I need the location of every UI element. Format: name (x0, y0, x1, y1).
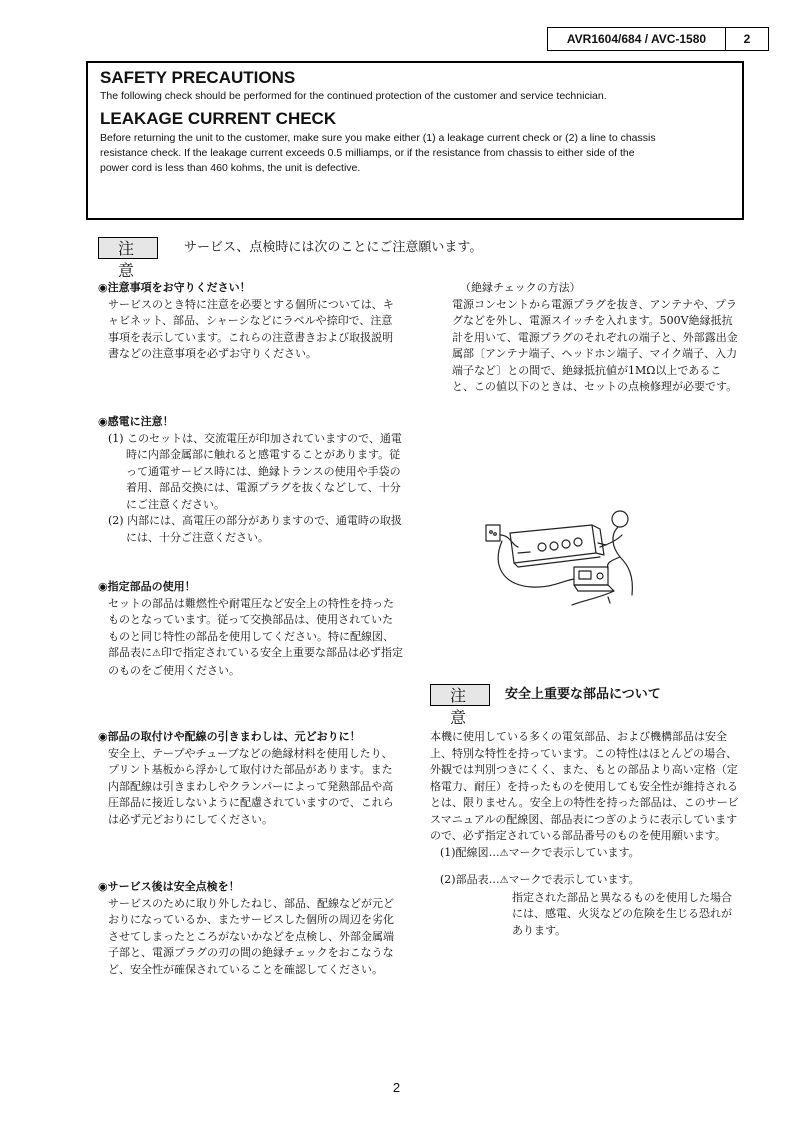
section-body: 電源コンセントから電源プラグを抜き、アンテナや、プラグなどを外し、電源スイッチを入れます。500V絶縁抵抗計を用いて、電源プラグのそれぞれの端子と、外部露出金属部〔アンテナ端子、ヘッドホン端子、マイク端子、入力端子など〕との間で、絶縁抵抗値が1MΩ以上であること、この値以下のときは、セットの点検修理が必要です。 (452, 297, 738, 393)
warning-triangle-icon: ⚠ (499, 847, 509, 859)
caution-heading: 安全上重要な部品について (505, 687, 661, 702)
section-electric-shock (98, 414, 403, 546)
section-heading: （絶縁チェックの方法） (460, 281, 581, 294)
section-critical-parts (430, 729, 742, 939)
caution-label: 注 意 (430, 684, 490, 706)
section-heading: ◉感電に注意！ (98, 415, 174, 428)
section-body: サービスのとき特に注意を必要とする個所については、キャビネット、部品、シャーシなどにラベルや捺印で、注意事項を表示しています。これらの注意書きおよび取扱説明書などの注意事項を必ずお守りください。 (108, 297, 394, 360)
warning-triangle-icon: ⚠ (499, 875, 509, 886)
technician-illustration (482, 505, 642, 610)
section-heading: ◉サービス後は安全点検を！ (98, 880, 240, 893)
list-item: (1)配線図…⚠マークで表示しています。 (440, 845, 640, 859)
section-body: セットの部品は難燃性や耐電圧など安全上の特性を持ったものとなっています。従って交換部品は、使用されていたものと同じ特性の部品を使用してください。特に配線図、部品表に⚠印で指定されている安全上重要な部品は必ず指定のものをご使用ください。 (108, 596, 403, 677)
list-item: (1) このセットは、交流電圧が印加されていますので、通電時に内部金属部に触れると感電することがあります。従って通電サービス時には、絶縁トランスの使用や手袋の着用、部品交換には、電源プラグを抜くなどして、十分にご注意ください。 (108, 431, 402, 511)
page-number: 2 (392, 1080, 401, 1095)
caution-heading: サービス、点検時には次のことにご注意願います。 (184, 240, 483, 255)
leakage-line: resistance check. If the leakage current exceeds 0.5 milliamps, or if the resistance from chassis to either side of the (100, 147, 635, 159)
section-insulation-check (452, 280, 742, 396)
section-heading: ◉部品の取付けや配線の引きまわしは、元どおりに！ (98, 730, 361, 743)
list-item: (2)部品表…⚠マークで表示しています。 (440, 873, 640, 886)
safety-title: SAFETY PRECAUTIONS (100, 68, 296, 87)
leakage-title: LEAKAGE CURRENT CHECK (100, 109, 337, 128)
header-page-number: 2 (743, 32, 751, 46)
list-item-note: 指定された部品と異なるものを使用した場合には、感電、火災などの危険を生じる恐れがあります。 (512, 890, 732, 937)
section-restore-wiring (98, 729, 403, 828)
safety-precautions-box (86, 61, 744, 220)
section-body: 本機に使用している多くの電気部品、および機構部品は安全上、特別な特性を持っています。この特性はほとんどの場合、外観では判別つきにくく、また、もとの部品より高い定格（定格電力、耐圧）を持ったものを使用しても安全性が維持されるとは、限りません。安全上の特性を持った部品は、このサービスマニュアルの配線図、部品表につぎのように表示していますので、必ず指定されている部品番号のものを使用願います。 (430, 730, 739, 842)
section-observe-notes (98, 280, 403, 363)
leakage-line: Before returning the unit to the customer, make sure you make either (1) a leakage current check or (2) a line to chassis (100, 132, 656, 144)
section-safety-inspection (98, 879, 403, 978)
header-box (547, 27, 769, 51)
leakage-line: power cord is less than 460 kohms, the unit is defective. (100, 162, 361, 174)
section-body: 安全上、テープやチューブなどの絶縁材料を使用したり、プリント基板から浮かして取付けた部品があります。また内部配線は引きまわしやクランパーによって発熱部品や高圧部品に接近しないように配慮されていますので、これらは必ず元どおりにしてください。 (108, 746, 394, 826)
list-item: (2) 内部には、高電圧の部分がありますので、通電時の取扱には、十分ご注意ください。 (108, 514, 402, 544)
section-heading: ◉指定部品の使用！ (98, 580, 196, 593)
section-specified-parts (98, 579, 403, 679)
section-heading: ◉注意事項をお守りください！ (98, 281, 251, 294)
caution-label: 注 意 (98, 237, 158, 259)
section-body: サービスのために取り外したねじ、部品、配線などが元どおりになっているか、またサービスした個所の周辺を劣化させてしまったところがないかなどを点検し、外部金属端子部と、電源プラグの刃の間の絶縁チェックをおこなうなど、安全性が確保されていることを確認してください。 (108, 896, 394, 976)
warning-triangle-icon: ⚠ (152, 648, 161, 659)
safety-subtitle: The following check should be performed for the continued protection of the customer and service technician. (100, 90, 607, 102)
model-number: AVR1604/684 / AVC-1580 (548, 28, 726, 50)
